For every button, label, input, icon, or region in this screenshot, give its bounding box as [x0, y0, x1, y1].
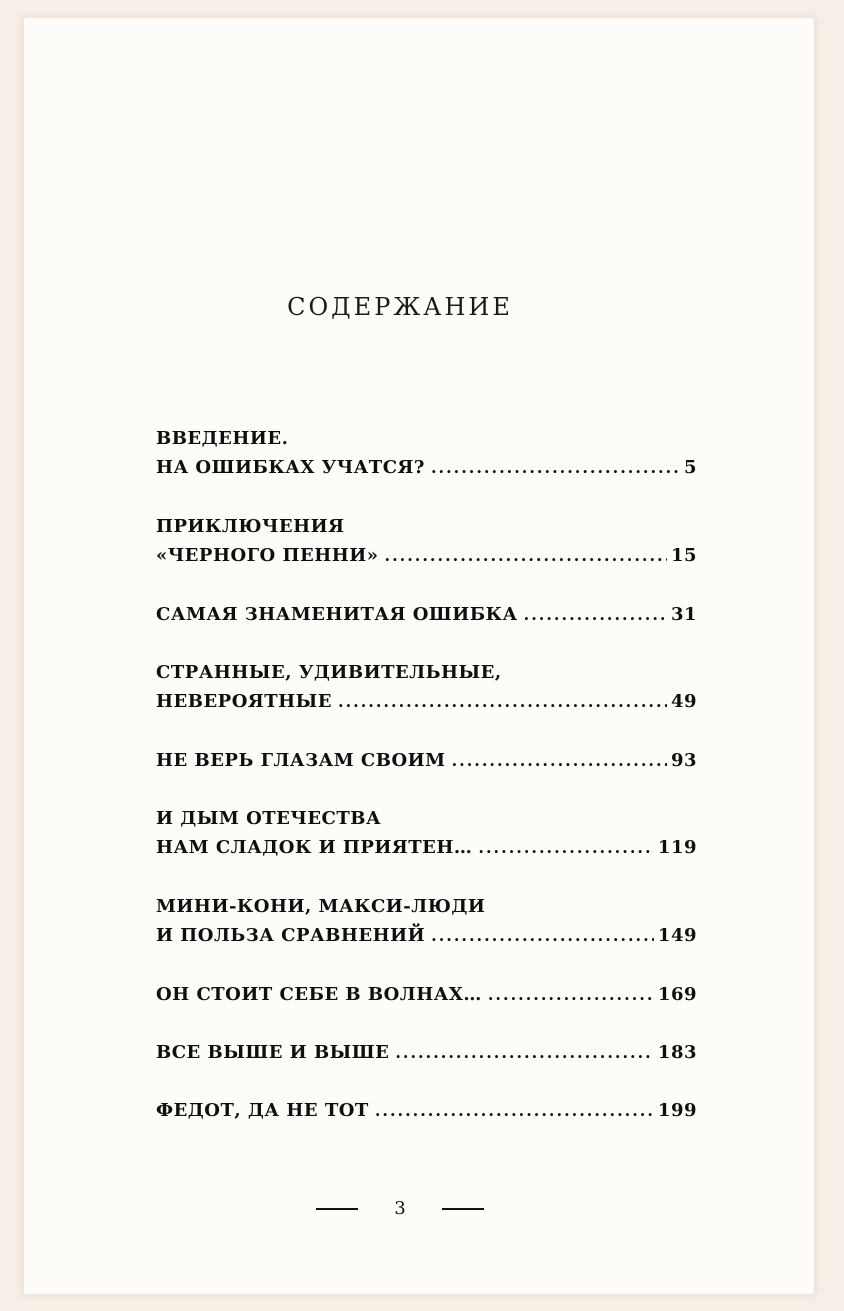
toc-entry-line: НАМ СЛАДОК И ПРИЯТЕН…	[156, 837, 473, 858]
toc-entry-page: 149	[657, 925, 697, 946]
dot-leader	[452, 746, 667, 775]
dot-leader	[338, 687, 667, 716]
toc-entry[interactable]	[156, 600, 697, 629]
dot-leader	[431, 921, 654, 950]
footer-rule-right	[442, 1208, 484, 1210]
dot-leader	[385, 541, 667, 570]
toc-entry-line: НЕВЕРОЯТНЫЕ	[156, 691, 332, 712]
toc-entry-line: ВСЕ ВЫШЕ И ВЫШЕ	[156, 1042, 390, 1063]
toc-entry[interactable]	[156, 512, 697, 570]
toc-entry[interactable]	[156, 746, 697, 775]
toc-entry[interactable]	[156, 658, 697, 716]
toc-entry[interactable]	[156, 892, 697, 950]
toc-entry-lastline	[156, 687, 697, 716]
page-footer	[0, 1198, 800, 1219]
toc-entry-line: МИНИ-КОНИ, МАКСИ-ЛЮДИ	[156, 896, 486, 917]
toc-entry-lastline	[156, 600, 697, 629]
dot-leader	[478, 833, 654, 862]
dot-leader	[431, 453, 680, 482]
toc-entry[interactable]	[156, 424, 697, 482]
toc-entry-page: 183	[657, 1042, 697, 1063]
toc-entry-lastline	[156, 541, 697, 570]
toc-entry-page: 5	[683, 457, 697, 478]
dot-leader	[488, 980, 654, 1009]
toc-title: СОДЕРЖАНИЕ	[287, 293, 513, 321]
toc-entry-lastline	[156, 1038, 697, 1067]
toc-entry[interactable]	[156, 980, 697, 1009]
toc-entry-lastline	[156, 1096, 697, 1125]
dot-leader	[375, 1096, 654, 1125]
footer-rule-left	[316, 1208, 358, 1210]
toc-entry-lastline	[156, 980, 697, 1009]
page-number: 3	[394, 1198, 406, 1219]
toc-entry-line: «ЧЕРНОГО ПЕННИ»	[156, 545, 379, 566]
toc-entry-page: 15	[670, 545, 697, 566]
toc-entry-line: ФЕДОТ, ДА НЕ ТОТ	[156, 1100, 369, 1121]
toc-entry[interactable]	[156, 804, 697, 862]
toc-entry-lastline	[156, 746, 697, 775]
toc-entry-page: 119	[657, 837, 697, 858]
toc-entry-page: 93	[670, 750, 697, 771]
toc-entry-line: И ПОЛЬЗА СРАВНЕНИЙ	[156, 925, 426, 946]
dot-leader	[395, 1038, 654, 1067]
toc-entry-line: НЕ ВЕРЬ ГЛАЗАМ СВОИМ	[156, 750, 446, 771]
toc-entry-line: ОН СТОИТ СЕБЕ В ВОЛНАХ…	[156, 984, 482, 1005]
toc-entry-line: САМАЯ ЗНАМЕНИТАЯ ОШИБКА	[156, 604, 518, 625]
toc-entry-line: ПРИКЛЮЧЕНИЯ	[156, 516, 345, 537]
toc-entry[interactable]	[156, 1038, 697, 1067]
toc-entry-line: ВВЕДЕНИЕ.	[156, 428, 289, 449]
toc-entry-page: 49	[670, 691, 697, 712]
toc-entry-line: СТРАННЫЕ, УДИВИТЕЛЬНЫЕ,	[156, 662, 502, 683]
toc-entry-line: И ДЫМ ОТЕЧЕСТВА	[156, 808, 382, 829]
toc-entry-page: 31	[670, 604, 697, 625]
toc-entry-line: НА ОШИБКАХ УЧАТСЯ?	[156, 457, 425, 478]
dot-leader	[524, 600, 667, 629]
toc-entry-lastline	[156, 921, 697, 950]
toc-entry-page: 199	[657, 1100, 697, 1121]
toc-entry-lastline	[156, 833, 697, 862]
toc-entry-lastline	[156, 453, 697, 482]
toc-entry[interactable]	[156, 1096, 697, 1125]
toc-entry-page: 169	[657, 984, 697, 1005]
